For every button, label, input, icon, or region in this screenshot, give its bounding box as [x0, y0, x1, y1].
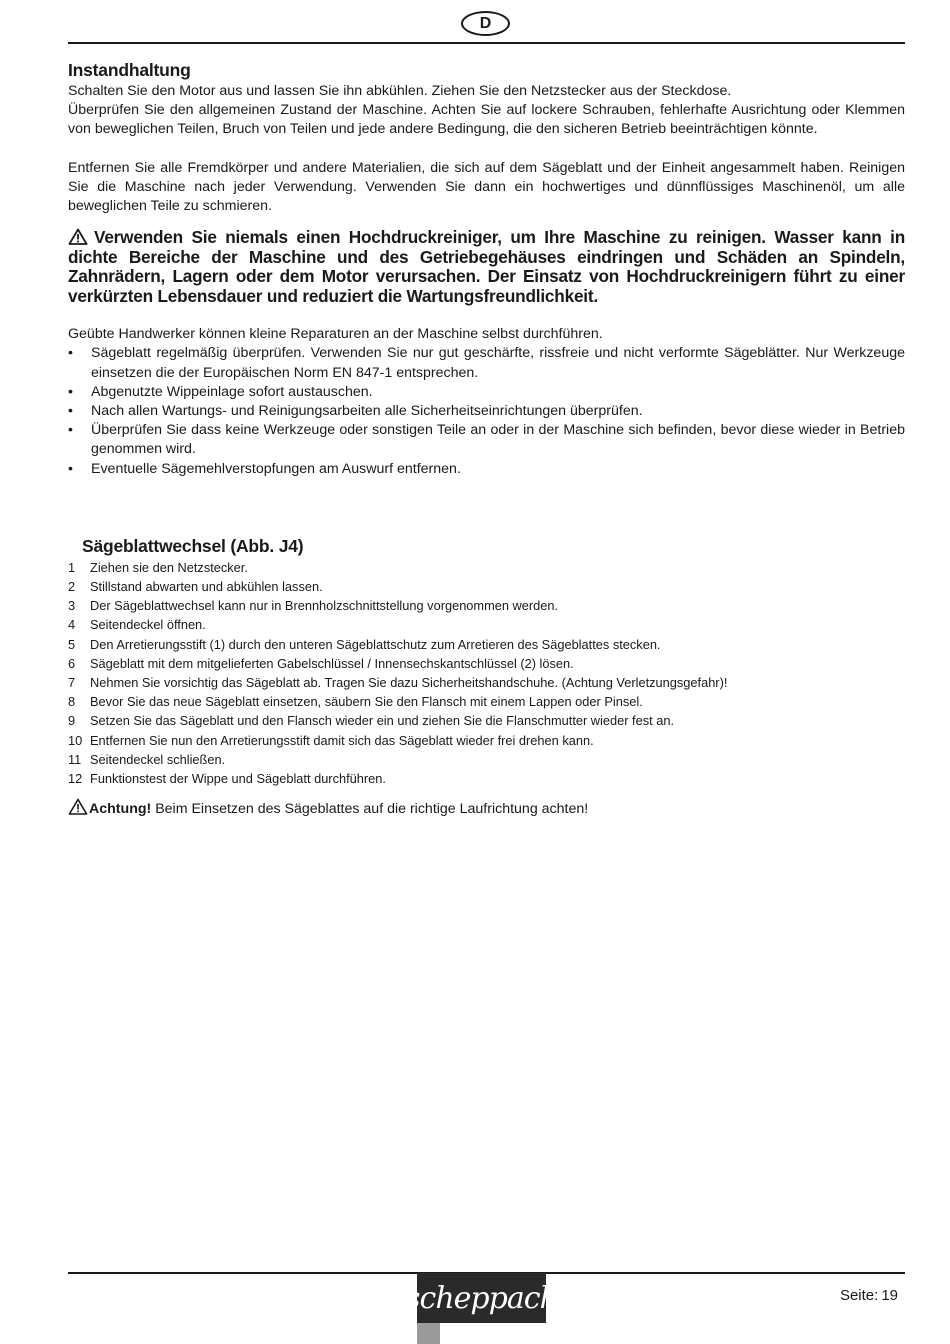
caution-text: Beim Einsetzen des Sägeblattes auf die richtige Laufrichtung achten! — [151, 801, 589, 818]
maintenance-bullet-list — [68, 344, 905, 478]
warning-triangle-icon — [68, 228, 88, 245]
step-item: 5 Den Arretierungsstift (1) durch den unteren Sägeblattschutz zum Arretieren des Sägeblattes stecken. — [68, 636, 661, 652]
maintenance-heading: Instandhaltung — [68, 60, 191, 80]
blade-change-heading: Sägeblattwechsel (Abb. J4) — [82, 535, 304, 556]
page-number-value: 19 — [881, 1287, 898, 1304]
scheppach-logo: scheppach — [417, 1273, 546, 1323]
step-item: 3 Der Sägeblattwechsel kann nur in Brennholzschnittstellung vorgenommen werden. — [68, 598, 559, 614]
list-item: • Abgenutzte Wippeinlage sofort austauschen. — [68, 383, 905, 402]
step-item: 4 Seitendeckel öffnen. — [68, 617, 206, 633]
header-divider — [68, 42, 905, 44]
maintenance-paragraph-1: Schalten Sie den Motor aus und lassen Sie ihn abkühlen. Ziehen Sie den Netzstecker aus der Steckdose. — [68, 83, 732, 99]
page-label: Seite: — [839, 1287, 879, 1304]
caution-label: Achtung! — [89, 801, 152, 818]
step-item: 6 Sägeblatt mit dem mitgelieferten Gabelschlüssel / Innensechskantschlüssel (2) lösen. — [68, 655, 574, 671]
maintenance-paragraph-3: Entfernen Sie alle Fremdkörper und andere Materialien, die sich auf dem Sägeblatt und der Einheit angesammelt haben. Reinigen Sie die Maschine nach jeder Verwendung. Verwenden Sie dann ein hochwertiges und dünnflüssiges Maschinenöl, um alle beweglichen Teile zu schmieren. — [68, 159, 905, 215]
list-item: • Sägeblatt regelmäßig überprüfen. Verwenden Sie nur gut geschärfte, rissfreie und nicht verformte Sägeblätter. Nur Werkzeuge einsetzen die der Europäischen Norm EN 847-1 entsprechen. — [68, 344, 905, 382]
maintenance-paragraph-2: Überprüfen Sie den allgemeinen Zustand der Maschine. Achten Sie auf lockere Schrauben, fehlerhafte Ausrichtung oder Klemmen von beweglichen Teilen, Bruch von Teilen und jede andere Bedingung, die den sicheren Betrieb beeinträchtigen könnte. — [68, 102, 905, 138]
blade-change-section — [68, 534, 905, 819]
logo-accent-tab — [417, 1323, 440, 1344]
blade-change-steps — [68, 558, 905, 788]
blade-direction-caution — [68, 798, 905, 819]
warning-text: Verwenden Sie niemals einen Hochdruckreiniger, um Ihre Maschine zu reinigen. Wasser kann in dichte Bereiche der Maschine und des Getriebegehäuses eindringen und Schäden an Spindeln, Zahnrädern, Lagern oder dem Motor verursachen. Der Einsatz von Hochdruckreinigern führt zu einer verkürzten Lebensdauer und reduziert die Wartungsfreundlichkeit. — [68, 227, 905, 306]
list-item: • Überprüfen Sie dass keine Werkzeuge oder sonstigen Teile an oder in der Maschine sich befinden, bevor diese wieder in Betrieb genommen wird. — [68, 421, 905, 459]
step-item: 1 Ziehen sie den Netzstecker. — [68, 559, 248, 575]
step-item: 7 Nehmen Sie vorsichtig das Sägeblatt ab. Tragen Sie dazu Sicherheitshandschuhe. (Achtung Verletzungsgefahr)! — [68, 675, 728, 691]
page-number — [840, 1287, 898, 1304]
language-badge: D — [461, 11, 510, 36]
list-item: • Nach allen Wartungs- und Reinigungsarbeiten alle Sicherheitseinrichtungen überprüfen. — [68, 402, 905, 421]
step-item: 9 Setzen Sie das Sägeblatt und den Flansch wieder ein und ziehen Sie die Flanschmutter wieder fest an. — [68, 713, 675, 729]
step-item: 12 Funktionstest der Wippe und Sägeblatt durchführen. — [68, 771, 386, 787]
step-item: 2 Stillstand abwarten und abkühlen lassen. — [68, 579, 323, 595]
warning-triangle-icon — [68, 798, 88, 815]
step-item: 11 Seitendeckel schließen. — [68, 751, 226, 767]
step-item: 8 Bevor Sie das neue Sägeblatt einsetzen, säubern Sie den Flansch mit einem Lappen oder Pinsel. — [68, 694, 643, 710]
repairs-intro: Geübte Handwerker können kleine Reparaturen an der Maschine selbst durchführen. — [68, 326, 603, 343]
step-item: 10 Entfernen Sie nun den Arretierungsstift damit sich das Sägeblatt wieder frei drehen kann. — [68, 732, 594, 748]
list-item: • Eventuelle Sägemehlverstopfungen am Auswurf entfernen. — [68, 460, 905, 479]
page-content — [68, 58, 905, 819]
pressure-washer-warning — [68, 228, 905, 306]
